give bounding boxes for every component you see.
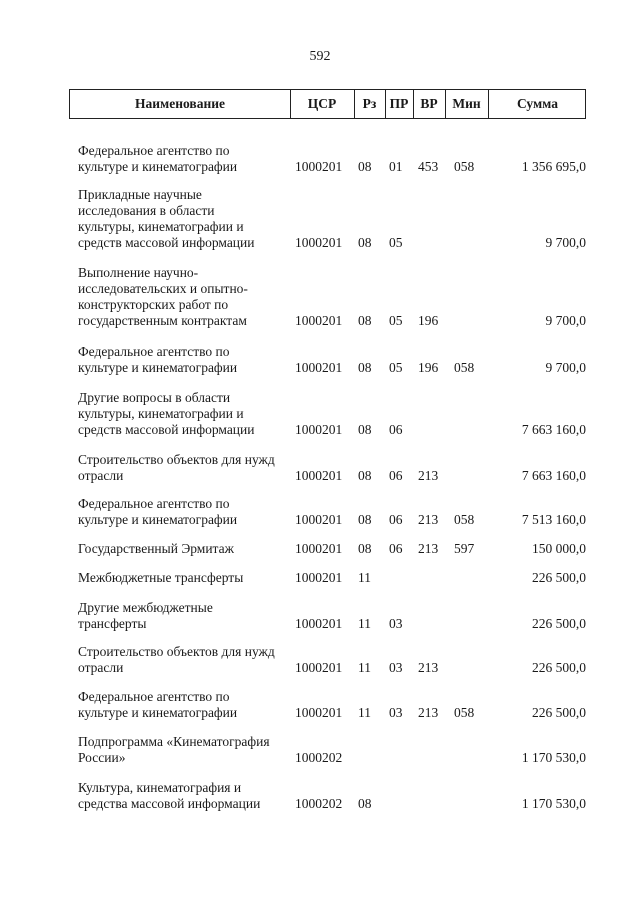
row-name-line: Строительство объектов для нужд (78, 452, 275, 467)
row-name-line: культуре и кинематографии (78, 159, 238, 174)
cell-csr: 1000201 (295, 512, 343, 527)
cell-csr: 1000202 (295, 750, 343, 765)
cell-rz: 08 (358, 159, 372, 174)
cell-csr: 1000201 (295, 313, 343, 328)
row-name-line: средств массовой информации (78, 235, 255, 250)
row-name (78, 570, 290, 586)
row-name-line: исследования в области (78, 203, 215, 218)
cell-pr: 06 (389, 512, 403, 527)
row-name-line: Федеральное агентство по (78, 143, 230, 158)
column-header-csr: ЦСР (307, 96, 337, 111)
cell-csr: 1000201 (295, 159, 343, 174)
cell-pr: 03 (389, 660, 403, 675)
row-name (78, 452, 290, 484)
cell-csr: 1000201 (295, 616, 343, 631)
row-name-line: Прикладные научные (78, 187, 202, 202)
cell-rz: 08 (358, 796, 372, 811)
cell-rz: 08 (358, 512, 372, 527)
row-name-line: культуры, кинематографии и (78, 219, 244, 234)
cell-sum: 226 500,0 (532, 660, 586, 675)
cell-pr: 06 (389, 541, 403, 556)
row-name-line: Федеральное агентство по (78, 496, 230, 511)
cell-vr: 213 (418, 512, 439, 527)
cell-csr: 1000201 (295, 360, 343, 375)
cell-min: 058 (454, 705, 475, 720)
column-header-name: Наименование (135, 96, 225, 111)
cell-csr: 1000202 (295, 796, 343, 811)
row-name-line: Межбюджетные трансферты (78, 570, 244, 585)
cell-min: 597 (454, 541, 475, 556)
cell-pr: 01 (389, 159, 403, 174)
cell-min: 058 (454, 512, 475, 527)
row-name (78, 390, 290, 438)
cell-pr: 03 (389, 705, 403, 720)
row-name-line: Строительство объектов для нужд (78, 644, 275, 659)
cell-csr: 1000201 (295, 570, 343, 585)
row-name (78, 143, 290, 175)
column-header-rz: Рз (362, 96, 377, 111)
cell-vr: 213 (418, 660, 439, 675)
cell-pr: 03 (389, 616, 403, 631)
cell-pr: 05 (389, 313, 403, 328)
cell-pr: 05 (389, 235, 403, 250)
cell-csr: 1000201 (295, 660, 343, 675)
cell-vr: 213 (418, 468, 439, 483)
row-name (78, 187, 290, 251)
cell-sum: 150 000,0 (532, 541, 586, 556)
cell-sum: 7 663 160,0 (521, 468, 586, 483)
row-name-line: средства массовой информации (78, 796, 261, 811)
cell-rz: 11 (358, 570, 371, 585)
row-name (78, 541, 290, 557)
cell-sum: 9 700,0 (545, 235, 586, 250)
row-name-line: трансферты (78, 616, 147, 631)
cell-sum: 226 500,0 (532, 616, 586, 631)
column-header-pr: ПР (389, 96, 409, 111)
column-header-vr: ВР (420, 96, 438, 111)
row-name (78, 780, 290, 812)
cell-pr: 06 (389, 468, 403, 483)
row-name-line: Другие вопросы в области (78, 390, 231, 405)
cell-min: 058 (454, 360, 475, 375)
cell-csr: 1000201 (295, 468, 343, 483)
row-name (78, 734, 290, 766)
cell-min: 058 (454, 159, 475, 174)
row-name-line: России» (78, 750, 126, 765)
row-name-line: отрасли (78, 660, 124, 675)
cell-vr: 453 (418, 159, 439, 174)
row-name-line: исследовательских и опытно- (78, 281, 248, 296)
row-name (78, 600, 290, 632)
row-name-line: Подпрограмма «Кинематография (78, 734, 270, 749)
cell-pr: 05 (389, 360, 403, 375)
cell-csr: 1000201 (295, 235, 343, 250)
cell-vr: 196 (418, 360, 439, 375)
cell-rz: 11 (358, 616, 371, 631)
row-name-line: Федеральное агентство по (78, 344, 230, 359)
row-name-line: культуре и кинематографии (78, 512, 238, 527)
cell-rz: 08 (358, 422, 372, 437)
row-name-line: государственным контрактам (78, 313, 247, 328)
row-name-line: Выполнение научно- (78, 265, 199, 280)
row-name-line: Государственный Эрмитаж (78, 541, 234, 556)
row-name-line: отрасли (78, 468, 124, 483)
cell-rz: 11 (358, 705, 371, 720)
row-name-line: Федеральное агентство по (78, 689, 230, 704)
row-name (78, 265, 290, 329)
cell-sum: 9 700,0 (545, 313, 586, 328)
row-name-line: конструкторских работ по (78, 297, 229, 312)
row-name (78, 496, 290, 528)
cell-sum: 7 513 160,0 (521, 512, 586, 527)
page-number: 592 (309, 49, 331, 64)
column-header-sum: Сумма (516, 96, 559, 111)
cell-vr: 213 (418, 705, 439, 720)
cell-rz: 08 (358, 541, 372, 556)
cell-rz: 11 (358, 660, 371, 675)
cell-sum: 1 356 695,0 (521, 159, 586, 174)
cell-sum: 1 170 530,0 (521, 796, 586, 811)
cell-sum: 1 170 530,0 (521, 750, 586, 765)
cell-pr: 06 (389, 422, 403, 437)
cell-csr: 1000201 (295, 541, 343, 556)
cell-rz: 08 (358, 235, 372, 250)
table-header (69, 89, 586, 119)
row-name (78, 344, 290, 376)
row-name-line: культуре и кинематографии (78, 705, 238, 720)
cell-sum: 226 500,0 (532, 570, 586, 585)
row-name-line: культуры, кинематографии и (78, 406, 244, 421)
cell-rz: 08 (358, 468, 372, 483)
cell-vr: 213 (418, 541, 439, 556)
row-name-line: средств массовой информации (78, 422, 255, 437)
row-name (78, 689, 290, 721)
row-name-line: Культура, кинематография и (78, 780, 242, 795)
cell-sum: 226 500,0 (532, 705, 586, 720)
cell-sum: 7 663 160,0 (521, 422, 586, 437)
cell-vr: 196 (418, 313, 439, 328)
cell-sum: 9 700,0 (545, 360, 586, 375)
cell-csr: 1000201 (295, 422, 343, 437)
row-name-line: культуре и кинематографии (78, 360, 238, 375)
column-header-min: Мин (452, 96, 481, 111)
cell-rz: 08 (358, 360, 372, 375)
row-name-line: Другие межбюджетные (78, 600, 213, 615)
cell-rz: 08 (358, 313, 372, 328)
row-name (78, 644, 290, 676)
cell-csr: 1000201 (295, 705, 343, 720)
